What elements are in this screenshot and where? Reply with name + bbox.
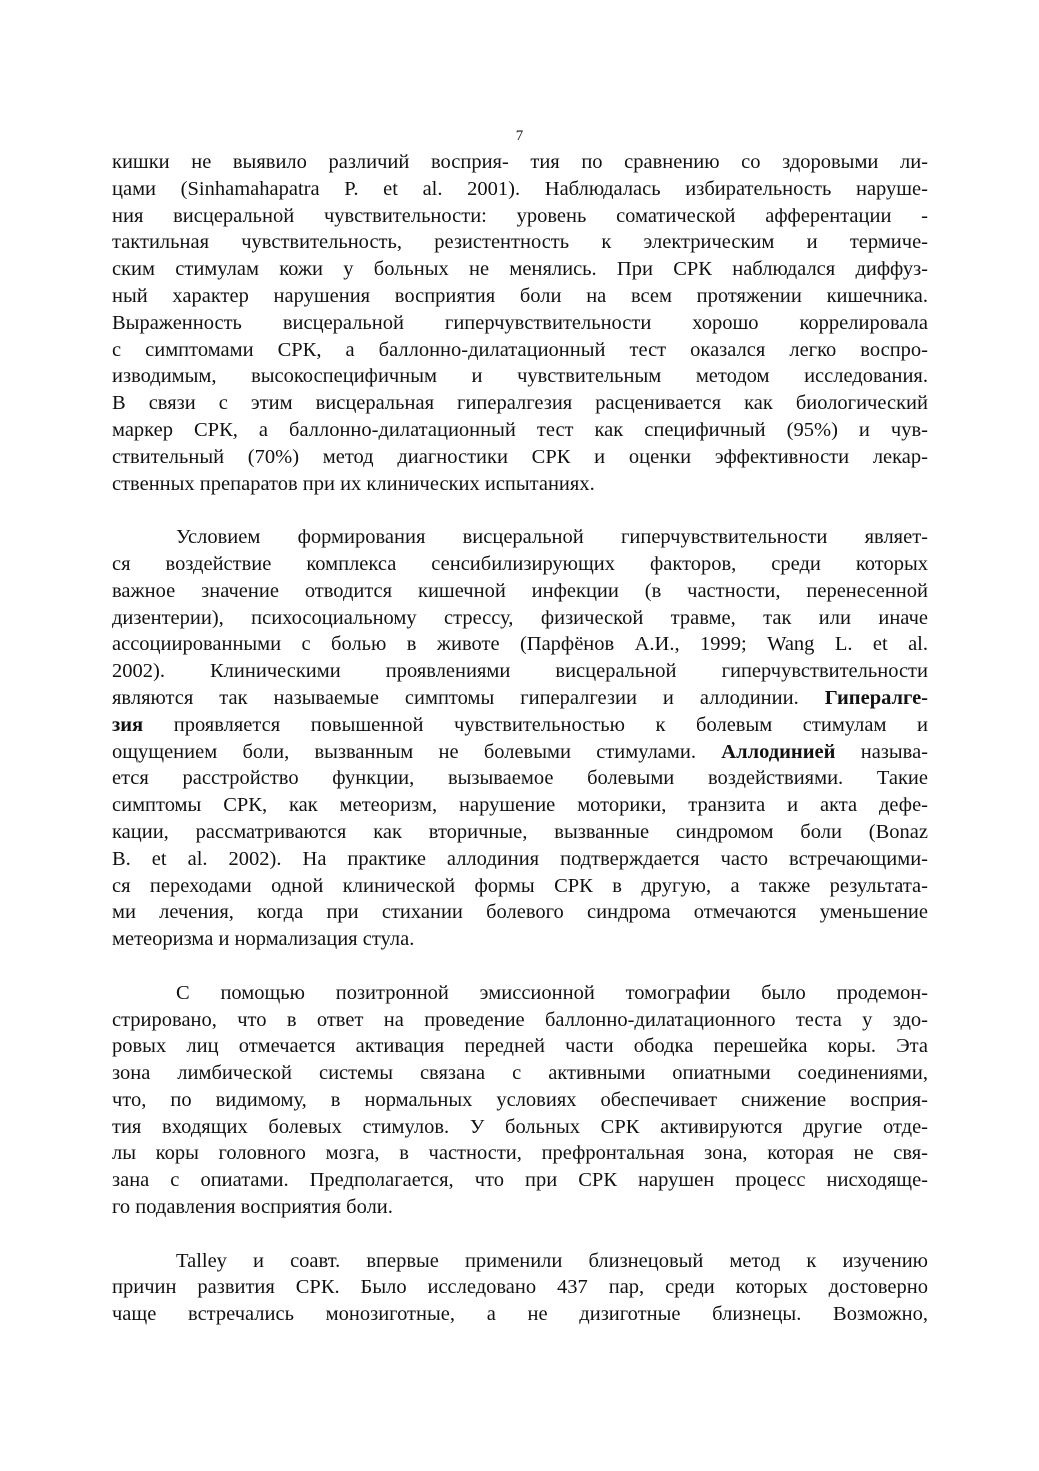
text-line: чаще встречались монозиготные, а не дизиготные близнецы. Возможно, xyxy=(112,1303,928,1326)
text-line: зана с опиатами. Предполагается, что при СРК нарушен процесс нисходяще- xyxy=(112,1169,928,1192)
text-line: симптомы СРК, как метеоризм, нарушение моторики, транзита и акта дефе- xyxy=(112,794,928,817)
paragraph xyxy=(112,980,928,1221)
text-line: стрировано, что в ответ на проведение баллонно-дилатационного теста у здо- xyxy=(112,1008,928,1031)
text-line: кации, рассматриваются как вторичные, вызванные синдромом боли (Bonaz xyxy=(112,820,928,843)
text-line: причин развития СРК. Было исследовано 437 пар, среди которых достоверно xyxy=(112,1276,928,1299)
bold-term: Аллодинией xyxy=(721,740,836,763)
text-line: ощущением боли, вызванным не болевыми стимулами. Аллодинией называ- xyxy=(112,740,928,763)
text-line: зона лимбической системы связана с активными опиатными соединениями, xyxy=(112,1062,928,1085)
text-line: зия проявляется повышенной чувствительностью к болевым стимулам и xyxy=(112,713,928,736)
body-text xyxy=(112,149,928,1328)
text-line: важное значение отводится кишечной инфекции (в частности, перенесенной xyxy=(112,579,928,602)
text-line: с симптомами СРК, а баллонно-дилатационный тест оказался легко воспро- xyxy=(112,338,928,361)
text-line: изводимым, высокоспецифичным и чувствительным методом исследования. xyxy=(112,365,928,388)
page-number: 7 xyxy=(515,128,524,144)
text-line: В связи с этим висцеральная гипералгезия расценивается как биологический xyxy=(112,392,928,415)
text-line: цами (Sinhamahapatra P. et al. 2001). Наблюдалась избирательность наруше- xyxy=(112,177,928,200)
paragraph xyxy=(112,524,928,953)
bold-term: зия xyxy=(112,713,144,736)
text-line: что, по видимому, в нормальных условиях обеспечивает снижение восприя- xyxy=(112,1088,928,1111)
text-line: являются так называемые симптомы гипералгезии и аллодинии. Гипералге- xyxy=(112,686,928,709)
text-line: ми лечения, когда при стихании болевого синдрома отмечаются уменьшение xyxy=(112,901,928,924)
text-line: Выраженность висцеральной гиперчувствительности хорошо коррелировала xyxy=(112,311,928,334)
text-line: тактильная чувствительность, резистентность к электрическим и термиче- xyxy=(112,231,928,254)
text-line: лы коры головного мозга, в частности, префронтальная зона, которая не свя- xyxy=(112,1142,928,1165)
text-line: тия входящих болевых стимулов. У больных СРК активируются другие отде- xyxy=(112,1115,928,1138)
text-line: ся воздействие комплекса сенсибилизирующих факторов, среди которых xyxy=(112,552,928,575)
text-line: ровых лиц отмечается активация передней части ободка перешейка коры. Эта xyxy=(112,1035,928,1058)
text-line: го подавления восприятия боли. xyxy=(112,1196,393,1219)
text-line: Условием формирования висцеральной гиперчувствительности являет- xyxy=(176,526,928,549)
text-line: Talley и соавт. впервые применили близнецовый метод к изучению xyxy=(176,1249,928,1272)
text-line: ским стимулам кожи у больных не менялись. При СРК наблюдался диффуз- xyxy=(112,258,928,281)
bold-term: Гипералге- xyxy=(824,686,928,709)
paragraph xyxy=(112,1248,928,1328)
text-line: маркер СРК, а баллонно-дилатационный тест как специфичный (95%) и чув- xyxy=(112,418,928,441)
text-line: ный характер нарушения восприятия боли на всем протяжении кишечника. xyxy=(112,284,928,307)
text-line: С помощью позитронной эмиссионной томографии было продемон- xyxy=(176,981,928,1004)
text-line: ствительный (70%) метод диагностики СРК и оценки эффективности лекар- xyxy=(112,445,928,468)
text-line: кишки не выявило различий восприя- тия по сравнению со здоровыми ли- xyxy=(112,151,928,173)
text-line: метеоризма и нормализация стула. xyxy=(112,928,415,951)
text-line: ся переходами одной клинической формы СРК в другую, а также результата- xyxy=(112,874,928,897)
text-line: B. et al. 2002). На практике аллодиния подтверждается часто встречающими- xyxy=(112,847,928,870)
text-line: ния висцеральной чувствительности: уровень соматической афферентации - xyxy=(112,204,928,227)
text-line: 2002). Клиническими проявлениями висцеральной гиперчувствительности xyxy=(112,660,928,683)
text-line: ассоциированными с болью в животе (Парфёнов А.И., 1999; Wang L. et al. xyxy=(112,633,928,656)
text-line: ственных препаратов при их клинических испытаниях. xyxy=(112,472,595,495)
paragraph xyxy=(112,149,928,497)
text-line: ется расстройство функции, вызываемое болевыми воздействиями. Такие xyxy=(112,767,928,790)
text-line: дизентерии), психосоциальному стрессу, физической травме, так или иначе xyxy=(112,606,928,629)
